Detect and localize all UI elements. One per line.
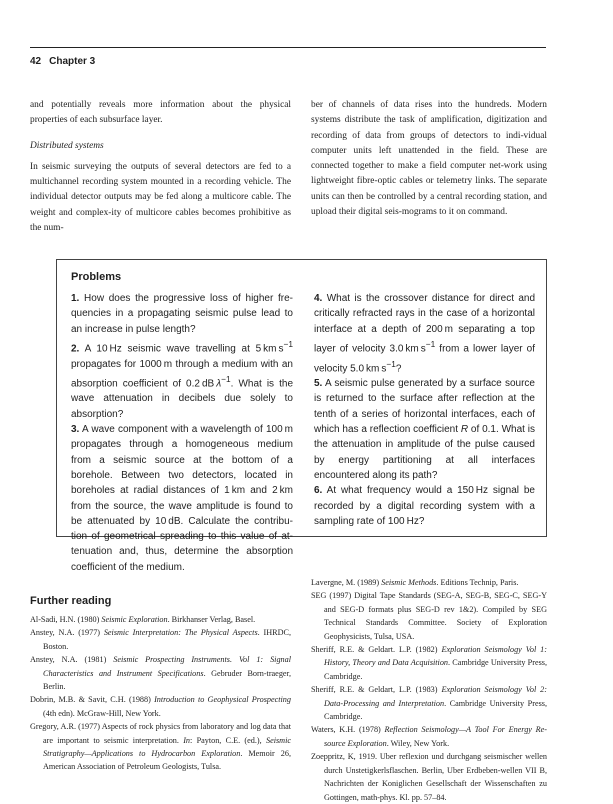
problems-column-left (71, 291, 293, 575)
header-text (30, 56, 95, 67)
problem-item: 1. How does the progressive loss of higher fre-quencies in a propagating seismic pulse lead to an increase in pulse length? (71, 293, 293, 335)
further-reading-title: Further reading (30, 595, 112, 607)
chapter-label: Chapter 3 (49, 56, 96, 67)
problem-item: 2. A 10 Hz seismic wave travelling at 5 km $s^{-1}$ propagates for 1000 m through a medium with an absorption coefficient of 0.2 dB $\lambda^{-1}$. What is the wave attenuation in decibels due solely to absorption? (71, 338, 294, 420)
running-header (30, 47, 546, 71)
body-paragraph: In seismic surveying the outputs of several detectors are fed to a multichannel recording system mounted in a recording vehicle. The individual detector outputs may be fed along a multicore cable. The weight and complex-ity of multicore cables becomes prohibitive as the num- (30, 161, 291, 234)
header-rule (30, 47, 546, 48)
reference-entry: Lavergne, M. (1989) Seismic Methods. Editions Technip, Paris. (311, 578, 519, 587)
body-column-left (30, 98, 291, 236)
body-paragraph: ber of channels of data rises into the hundreds. Modern systems distribute the task of amplification, digitization and recording of data from groups of detectors to indi-vidual computer units left unattended in the field. These are connected together to make a field computer net-work using lightweight fibre-optic cables or telemetry links. The separate units can then be controlled by a central recording station, and upload their digital seis-mograms to it on command. (311, 100, 547, 218)
reference-entry: Gregory, A.R. (1977) Aspects of rock physics from laboratory and log data that are important to seismic interpretation. In: Payton, C.E. (ed.), Seismic Stratigraphy—Applications to Hydrocarbon Exploration. Memoir 26, American Association of Petroleum Geologists, Tulsa. (30, 722, 291, 772)
reference-entry: SEG (1997) Digital Tape Standards (SEG-A, SEG-B, SEG-C, SEG-Y and SEG-D formats plus SEG-D rev 1&2). Compiled by SEG Technical Standards Committee. Society of Exploration Geophysicists, Tulsa, USA. (311, 591, 547, 641)
problem-number: 4. (314, 293, 323, 304)
body-column-right (311, 98, 547, 220)
reference-entry: Dobrin, M.B. & Savit, C.H. (1988) Introduction to Geophysical Prospecting (4th edn). McGraw-Hill, New York. (30, 695, 291, 718)
problem-number: 5. (314, 378, 323, 390)
body-paragraph: and potentially reveals more information about the physical properties of each subsurface layer. (30, 100, 291, 126)
problem-item: 5. A seismic pulse generated by a surface source is returned to the surface after reflection at the tenth of a series of horizontal interfaces, each of which has a reflection coefficient R of 0.1. What is the attenuation in amplitude of the pulse caused by energy partitioning at all interfaces encountered along its path? (314, 378, 535, 481)
reference-entry: Zoeppritz, K, 1919. Uber reflexion und durchgang seismischer wellen durch Unstetigkerlsflaschen. Berlin, Uber Erdbeben-wellen VII B, Nachrichten der Koniglichen Gesellschaft der Wissenschaften zu Gottingen, math-phys. Kl. pp. 57–84. (311, 752, 547, 802)
problem-number: 3. (71, 424, 80, 436)
problem-number: 2. (71, 343, 80, 355)
page-number: 42 (30, 56, 42, 67)
reference-entry: Sheriff, R.E. & Geldart, L.P. (1983) Exploration Seismology Vol 2: Data-Processing and Interpretation. Cambridge University Press, Cambridge. (311, 685, 547, 722)
problem-number: 1. (71, 293, 80, 304)
references-column-left (30, 613, 291, 774)
problem-number: 6. (314, 485, 323, 497)
problem-item: 3. A wave component with a wavelength of 100 m propagates through a homogeneous medium from a seismic source at the bottom of a borehole. Between two detectors, located in boreholes at radial distances of 1 km and 2 km from the source, the wave amplitude is found to be attenuated by 10 dB. Calculate the contribu-tion of geometrical spreading to this value of at-tenuation and, thus, determine the absorption coefficient of the medium. (71, 424, 293, 573)
problem-item: 4. What is the crossover distance for direct and critically refracted rays in the case of a horizontal interface at a depth of 200 m separating a top layer of velocity 3.0 km $s^{-1}$ from a lower layer of velocity 5.0 km $s^{-1}$? (314, 293, 536, 374)
problems-column-right (314, 291, 535, 529)
reference-entry: Waters, K.H. (1978) Reflection Seismology—A Tool For Energy Re-source Exploration. Wiley, New York. (311, 725, 548, 748)
problems-title: Problems (71, 271, 122, 283)
reference-entry: Sheriff, R.E. & Geldart. L.P. (1982) Exploration Seismology Vol 1: History, Theory and Data Acquisition. Cambridge University Press, Cambridge. (311, 645, 548, 681)
reference-entry: Anstey, N.A. (1981) Seismic Prospecting Instruments. Vol 1: Signal Characteristics and Instrument Specifications. Gebruder Born-traeger, Berlin. (30, 655, 291, 692)
problems-box (56, 259, 547, 573)
reference-entry: Anstey, N.A. (1977) Seismic Interpretation: The Physical Aspects. IHRDC, Boston. (30, 628, 291, 651)
reference-entry: Al-Sadi, H.N. (1980) Seismic Exploration. Birkhanser Verlag, Basel. (30, 615, 256, 624)
problem-item: 6. At what frequency would a 150 Hz signal be recorded by a digital recording system with a sampling rate of 100 Hz? (314, 485, 535, 527)
section-subheading: Distributed systems (30, 140, 104, 151)
references-column-right (311, 576, 547, 804)
